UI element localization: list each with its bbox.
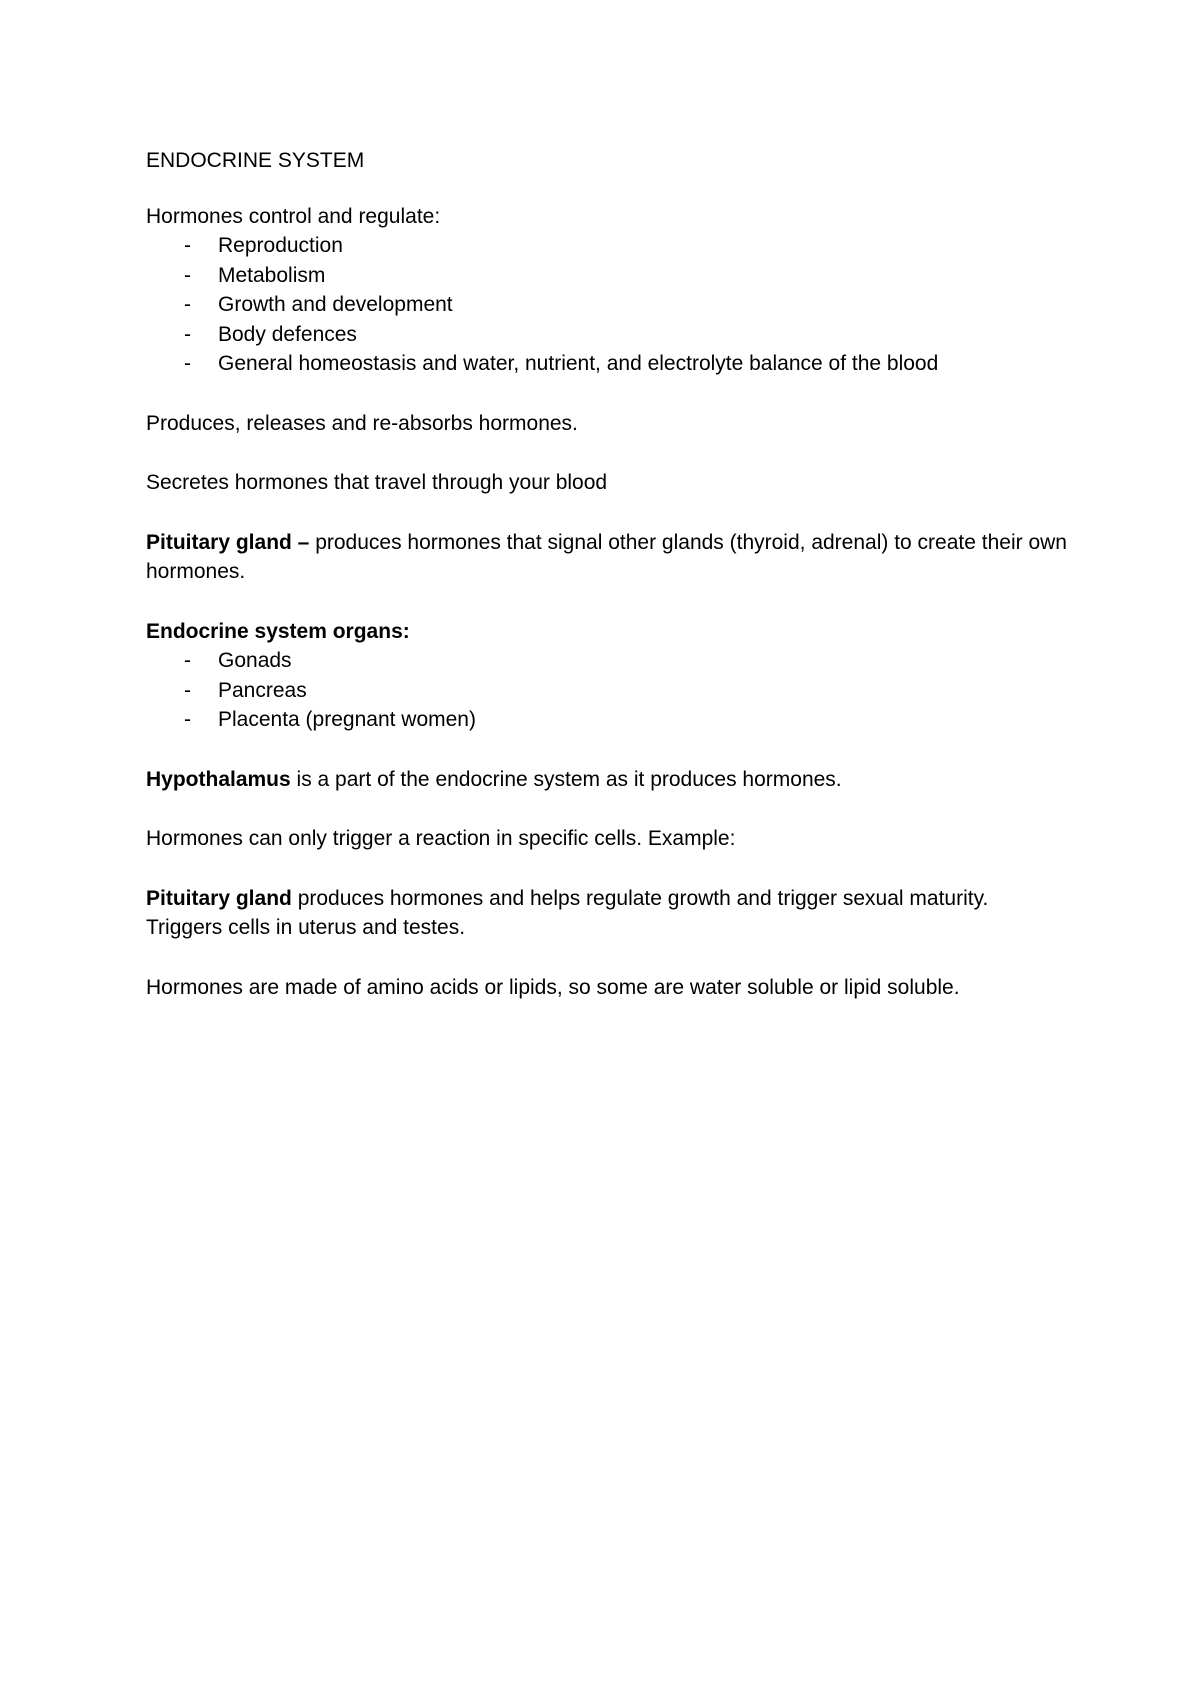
list-item: - Body defences: [146, 320, 1076, 350]
paragraph-produces: Produces, releases and re-absorbs hormones.: [146, 411, 578, 435]
dash-marker: -: [184, 234, 191, 257]
dash-marker: -: [184, 263, 191, 287]
list-item: - Growth and development: [146, 290, 1076, 320]
dash-marker: -: [184, 322, 191, 346]
list-item: - Placenta (pregnant women): [146, 705, 1076, 735]
document-title: ENDOCRINE SYSTEM: [146, 149, 365, 172]
organs-list: [146, 646, 1076, 735]
list-item: - Gonads: [146, 646, 1076, 676]
list-item: - General homeostasis and water, nutrient, and electrolyte balance of the blood: [146, 349, 1076, 379]
term-pituitary-gland: Pituitary gland –: [146, 530, 310, 554]
term-hypothalamus: Hypothalamus: [146, 767, 291, 791]
regulate-list: [146, 231, 1076, 379]
dash-marker: -: [184, 708, 191, 731]
dash-marker: -: [184, 649, 191, 672]
paragraph-pituitary-example: Pituitary gland produces hormones and helps regulate growth and trigger sexual maturity. Triggers cells in uterus and testes.: [146, 886, 989, 939]
paragraph-pituitary-signal: Pituitary gland – produces hormones that signal other glands (thyroid, adrenal) to create their own hormones.: [146, 530, 1067, 583]
paragraph-secretes: Secretes hormones that travel through your blood: [146, 471, 608, 494]
paragraph-amino: Hormones are made of amino acids or lipids, so some are water soluble or lipid soluble.: [146, 975, 960, 999]
paragraph-hypothalamus: Hypothalamus is a part of the endocrine system as it produces hormones.: [146, 767, 842, 791]
organs-heading: Endocrine system organs:: [146, 619, 410, 643]
list-item: - Metabolism: [146, 261, 1076, 291]
intro-line: Hormones control and regulate:: [146, 204, 441, 228]
dash-marker: -: [184, 678, 191, 702]
list-item: - Pancreas: [146, 676, 1076, 706]
term-pituitary-gland: Pituitary gland: [146, 886, 292, 910]
document-body: [146, 146, 1076, 1032]
dash-marker: -: [184, 293, 191, 316]
paragraph-trigger: Hormones can only trigger a reaction in specific cells. Example:: [146, 827, 736, 850]
list-item: - Reproduction: [146, 231, 1076, 261]
dash-marker: -: [184, 352, 191, 375]
